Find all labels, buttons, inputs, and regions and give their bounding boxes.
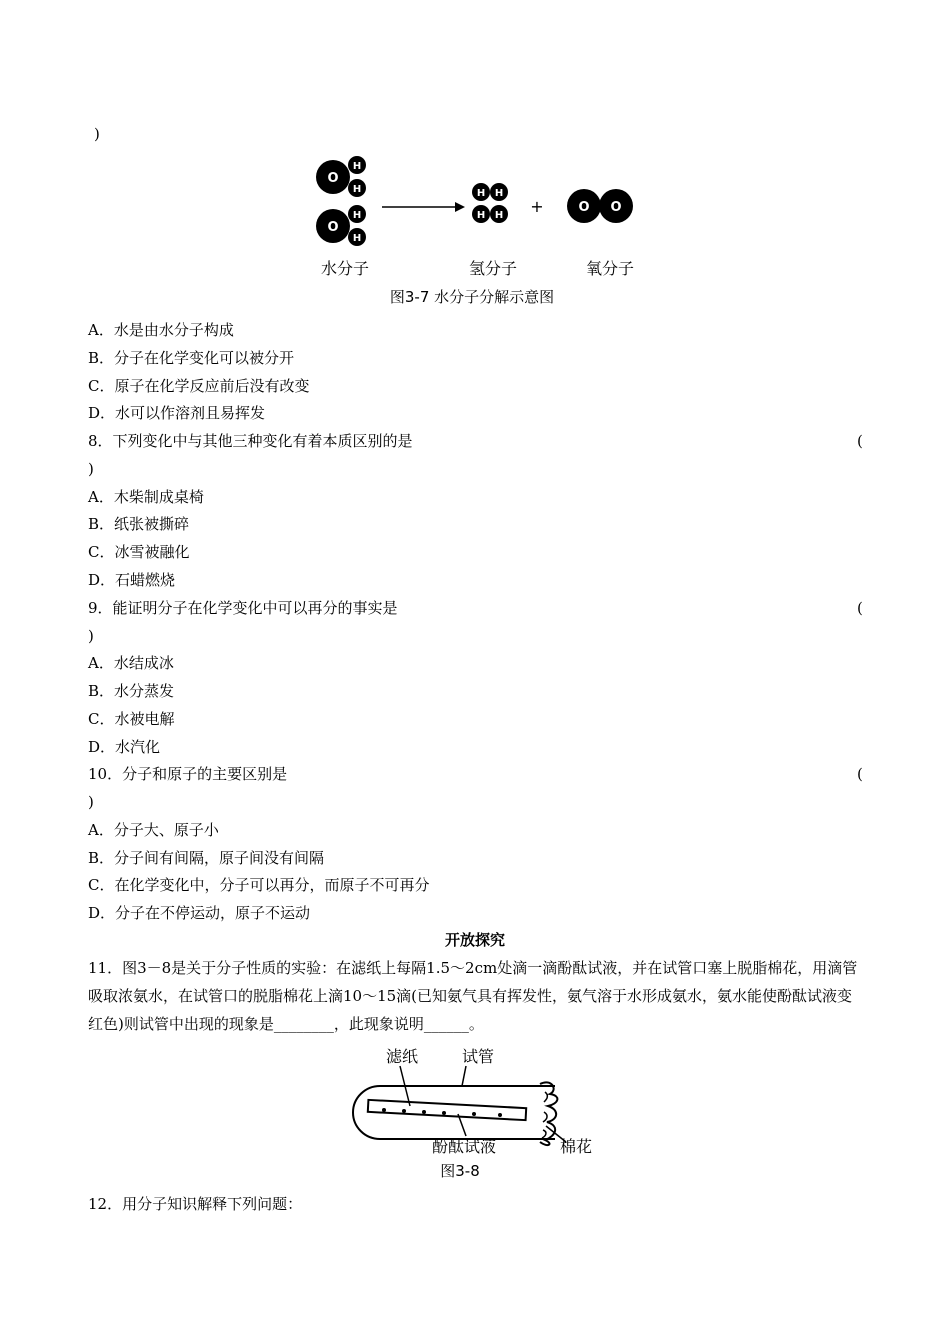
svg-text:H: H [352,184,362,195]
q8-stem: 8．下列变化中与其他三种变化有着本质区别的是 [88,432,413,450]
water-molecule-2 [316,205,366,246]
label-hydrogen: 氢分子 [468,259,518,278]
q11-text: 11．图3－8是关于分子性质的实验：在滤纸上每隔1.5～2cm处滴一滴酚酞试液，并在试管口塞上脱脂棉花，用滴管吸取浓氨水，在试管口的脱脂棉花上滴10～15滴(已知氨气具有挥发性，氨气溶于水形成氨水，氨水能使酚酞试液变红色)则试管中出现的现象是________，此现象说明______。 [88,959,858,1033]
q7-option-b: B．分子在化学变化可以被分开 [88,349,295,367]
q8-option-c: C．冰雪被融化 [88,543,190,561]
svg-text:H: H [476,188,486,199]
q10-close-paren: ) [88,793,94,811]
svg-text:H: H [494,210,504,221]
label-phenolphthalein: 酚酞试液 [431,1137,497,1156]
oxygen-molecule [567,189,633,223]
label-test-tube: 试管 [461,1047,495,1066]
figure-3-8 [340,1044,610,1184]
reaction-arrow [382,202,465,212]
q7-option-d: D．水可以作溶剂且易挥发 [88,404,266,422]
label-cotton: 棉花 [559,1137,593,1156]
figure-caption: 图3-7 水分子分解示意图 [389,288,555,306]
svg-text:H: H [352,233,362,244]
cotton-plug [540,1082,557,1145]
q9-option-d: D．水汽化 [88,738,161,756]
figure-3-7 [300,150,660,310]
q10-stem: 10．分子和原子的主要区别是 [88,765,288,783]
q8-option-a: A．木柴制成桌椅 [88,488,204,506]
label-filter-paper: 滤纸 [385,1047,419,1066]
continued-paren: ) [94,125,100,143]
svg-text:H: H [352,210,362,221]
label-water: 水分子 [320,259,370,278]
q10-option-d: D．分子在不停运动，原子不运动 [88,904,311,922]
svg-text:O: O [327,171,339,186]
q8-open-paren: ( [857,432,863,450]
figure-caption: 图3-8 [440,1162,480,1180]
q8-option-b: B．纸张被撕碎 [88,515,190,533]
q10-option-c: C．在化学变化中，分子可以再分，而原子不可再分 [88,876,430,894]
q9-close-paren: ) [88,627,94,645]
svg-text:O: O [327,220,339,235]
q9-option-b: B．水分蒸发 [88,682,175,700]
plus-sign: + [530,197,544,216]
q8-option-d: D．石蜡燃烧 [88,571,176,589]
q9-stem: 9．能证明分子在化学变化中可以再分的事实是 [88,599,398,617]
q12-text: 12．用分子知识解释下列问题： [88,1195,303,1213]
svg-text:O: O [610,200,622,215]
q8-close-paren: ) [88,460,94,478]
section-title: 开放探究 [444,931,505,949]
svg-text:O: O [578,200,590,215]
q7-option-c: C．原子在化学反应前后没有改变 [88,377,310,395]
q10-option-b: B．分子间有间隔，原子间没有间隔 [88,849,325,867]
svg-text:H: H [494,188,504,199]
water-molecule-1 [316,156,366,197]
q10-open-paren: ( [857,765,863,783]
svg-text:H: H [476,210,486,221]
q7-option-a: A．水是由水分子构成 [88,321,234,339]
q9-option-c: C．水被电解 [88,710,175,728]
q9-open-paren: ( [857,599,863,617]
q9-option-a: A．水结成冰 [88,654,174,672]
label-oxygen: 氧分子 [585,259,635,278]
svg-text:H: H [352,161,362,172]
q10-option-a: A．分子大、原子小 [88,821,219,839]
filter-paper [368,1100,526,1120]
hydrogen-molecules [472,183,508,223]
